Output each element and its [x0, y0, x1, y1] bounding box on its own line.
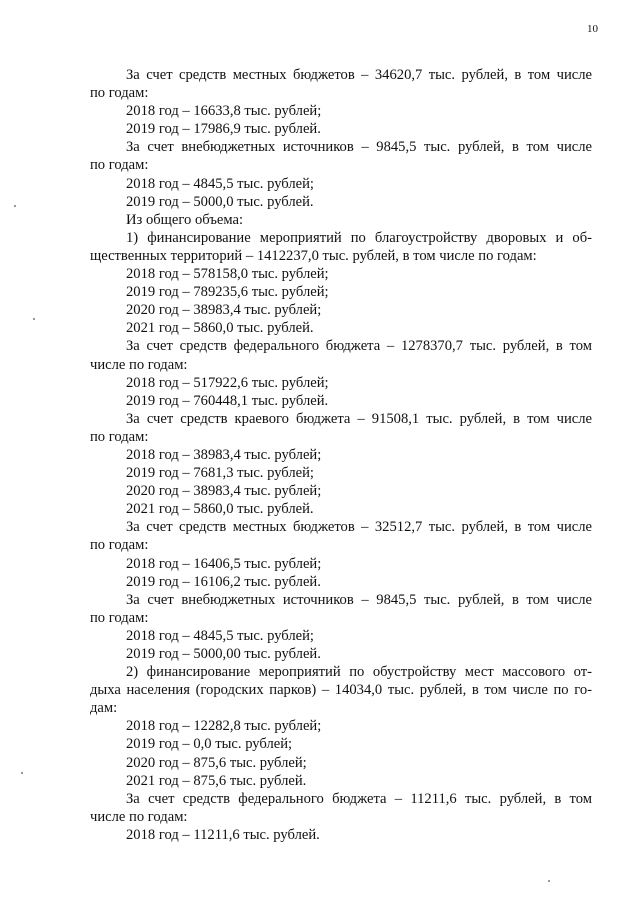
text-line: 1) финансирование мероприятий по благоустройству дворовых и об- — [126, 229, 592, 246]
text-line: 2021 год – 5860,0 тыс. рублей. — [126, 501, 314, 518]
text-line: по годам: — [90, 609, 149, 626]
text-line: по годам: — [90, 157, 149, 174]
scan-speck — [21, 772, 23, 774]
scan-speck — [33, 318, 35, 320]
text-line: 2020 год – 38983,4 тыс. рублей; — [126, 302, 322, 319]
text-line: 2019 год – 5000,0 тыс. рублей. — [126, 193, 314, 210]
text-line: 2019 год – 0,0 тыс. рублей; — [126, 736, 293, 753]
text-line: 2018 год – 16633,8 тыс. рублей; — [126, 103, 322, 120]
text-line: Из общего объема: — [126, 211, 244, 228]
text-line: 2018 год – 16406,5 тыс. рублей; — [126, 555, 322, 572]
text-line: За счет средств местных бюджетов – 32512,7 тыс. рублей, в том числе — [126, 519, 592, 536]
text-line: 2019 год – 760448,1 тыс. рублей. — [126, 392, 329, 409]
text-line: 2018 год – 4845,5 тыс. рублей; — [126, 627, 314, 644]
text-line: 2018 год – 12282,8 тыс. рублей; — [126, 718, 322, 735]
text-line: числе по годам: — [90, 808, 188, 825]
text-line: 2) финансирование мероприятий по обустройству мест массового от- — [126, 664, 592, 681]
text-line: 2019 год – 5000,00 тыс. рублей. — [126, 646, 321, 662]
text-line: За счет средств местных бюджетов – 34620,7 тыс. рублей, в том числе — [126, 67, 592, 83]
text-line: За счет внебюджетных источников – 9845,5 тыс. рублей, в том числе — [126, 591, 592, 608]
text-line: За счет средств федерального бюджета – 1278370,7 тыс. рублей, в том — [126, 338, 592, 355]
text-line: 2021 год – 875,6 тыс. рублей. — [126, 772, 307, 789]
page-number: 10 — [587, 23, 598, 35]
text-line: 2019 год – 789235,6 тыс. рублей; — [126, 284, 329, 301]
text-line: За счет средств федерального бюджета – 11211,6 тыс. рублей, в том — [126, 790, 592, 807]
text-line: по годам: — [90, 85, 149, 102]
scan-speck — [548, 880, 550, 882]
text-line: по годам: — [90, 428, 149, 445]
text-line: 2018 год – 38983,4 тыс. рублей; — [126, 446, 322, 463]
text-line: 2018 год – 11211,6 тыс. рублей. — [126, 826, 320, 843]
text-line: по годам: — [90, 537, 149, 554]
text-line: числе по годам: — [90, 356, 188, 373]
text-line: 2021 год – 5860,0 тыс. рублей. — [126, 320, 314, 337]
document-body — [90, 66, 592, 844]
text-line: 2019 год – 7681,3 тыс. рублей; — [126, 465, 314, 482]
text-line: 2019 год – 16106,2 тыс. рублей. — [126, 573, 321, 590]
text-line: За счет средств краевого бюджета – 91508,1 тыс. рублей, в том числе — [126, 410, 592, 427]
text-line: 2018 год – 517922,6 тыс. рублей; — [126, 374, 329, 391]
text-line: дам: — [90, 700, 118, 717]
scan-speck — [14, 205, 16, 207]
text-line: 2020 год – 875,6 тыс. рублей; — [126, 754, 307, 771]
text-line: 2018 год – 578158,0 тыс. рублей; — [126, 266, 329, 283]
text-line: 2018 год – 4845,5 тыс. рублей; — [126, 175, 314, 192]
text-line: 2019 год – 17986,9 тыс. рублей. — [126, 121, 321, 138]
text-line: 2020 год – 38983,4 тыс. рублей; — [126, 483, 322, 500]
text-line: За счет внебюджетных источников – 9845,5 тыс. рублей, в том числе — [126, 139, 592, 156]
text-line: дыха населения (городских парков) – 14034,0 тыс. рублей, в том числе по го- — [90, 682, 592, 699]
text-line: щественных территорий – 1412237,0 тыс. рублей, в том числе по годам: — [90, 247, 537, 264]
